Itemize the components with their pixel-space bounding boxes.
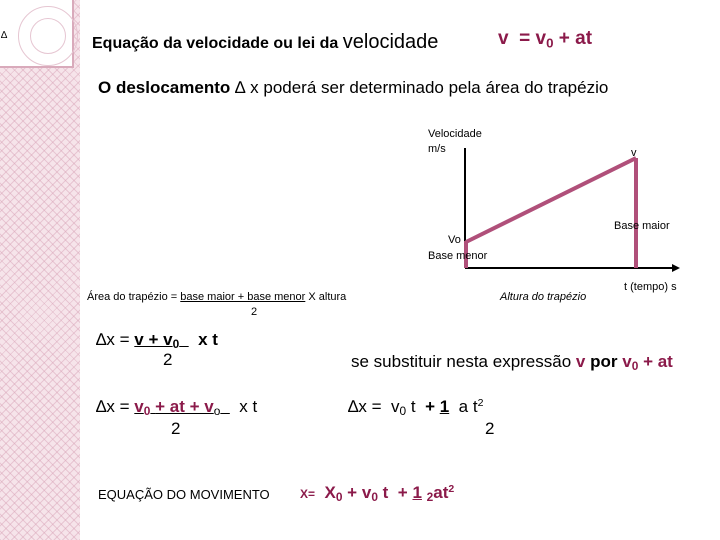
movement-x-eq: X= [300,487,316,501]
movement-equation [300,483,454,504]
movement-plus2: + [397,483,408,502]
eq3-exp: 2 [477,397,484,410]
area-suffix: X altura [305,291,347,303]
eq1-mult: x t [198,330,218,349]
movement-at: at [433,483,449,502]
formula-sub: 0 [546,35,554,51]
t-axis-label: t (tempo) s [624,281,677,293]
area-numerator: base maior + base menor [180,291,306,303]
equation-1 [96,330,218,351]
equation-2 [96,397,257,418]
area-formula [87,291,346,303]
movement-frac-den: 2 [426,489,434,504]
movement-exp: 2 [448,483,455,496]
eq2-numerator: $v_0$ + at + $v_o$ [134,397,221,418]
eq1-denominator: 2 [163,350,173,369]
formula-rest: + at [558,28,593,49]
delta-symbol: ∆ [235,78,246,97]
area-denominator: 2 [251,306,258,318]
altura-label: Altura do trapézio [500,291,587,303]
y-axis-label-2: m/s [428,143,446,155]
substitute-line [351,352,673,373]
eq2-lhs: ∆x = [96,397,130,416]
movement-frac-num: 1 [412,483,422,502]
title-text: Equação da velocidade ou lei da [92,35,339,52]
substitute-text: se substituir nesta expressão [351,352,572,371]
base-menor-label: Base menor [428,250,488,262]
movement-x0: $X_0$ [324,483,343,504]
eq1-lhs: ∆x = [96,330,130,349]
eq3-t: t [410,397,416,416]
y-axis-label-1: Velocidade [428,128,482,140]
v-label: v [631,147,637,159]
eq1-numerator: $v + v_0$ [134,330,180,351]
substitute-v: v [575,352,586,371]
eq3-v0: $v_0$ [391,397,407,418]
v0-label: Vo [448,234,461,246]
movement-label: EQUAÇÃO DO MOVIMENTO [98,487,270,502]
eq3-lhs: ∆x = [348,397,382,416]
equation-3 [348,397,483,418]
eq3-frac-num: 1 [439,397,450,416]
movement-v0: $v_0$ [361,483,378,504]
base-maior-label: Base maior [614,220,670,232]
eq3-at: a t [458,397,478,416]
area-prefix: Área do trapézio = [87,291,181,303]
substitute-v0: $v_0$ + at [622,352,673,373]
eq3-plus: + [425,397,435,416]
subtitle-part1: O deslocamento [98,78,231,97]
delta-mark: ∆ [1,30,8,41]
movement-plus1: + [347,483,358,502]
eq2-mult: x t [239,397,258,416]
formula-eq: = v [519,28,547,49]
title-word: velocidade [342,31,439,53]
substitute-por: por [590,352,618,371]
eq2-denominator: 2 [171,419,181,438]
velocity-line [466,158,636,242]
x-axis-arrow [672,264,680,272]
formula-v: v [498,28,509,49]
eq3-denominator: 2 [485,419,495,438]
subtitle-part2: x poderá ser determinado pela área do trapézio [250,78,609,97]
movement-t: t [382,483,389,502]
